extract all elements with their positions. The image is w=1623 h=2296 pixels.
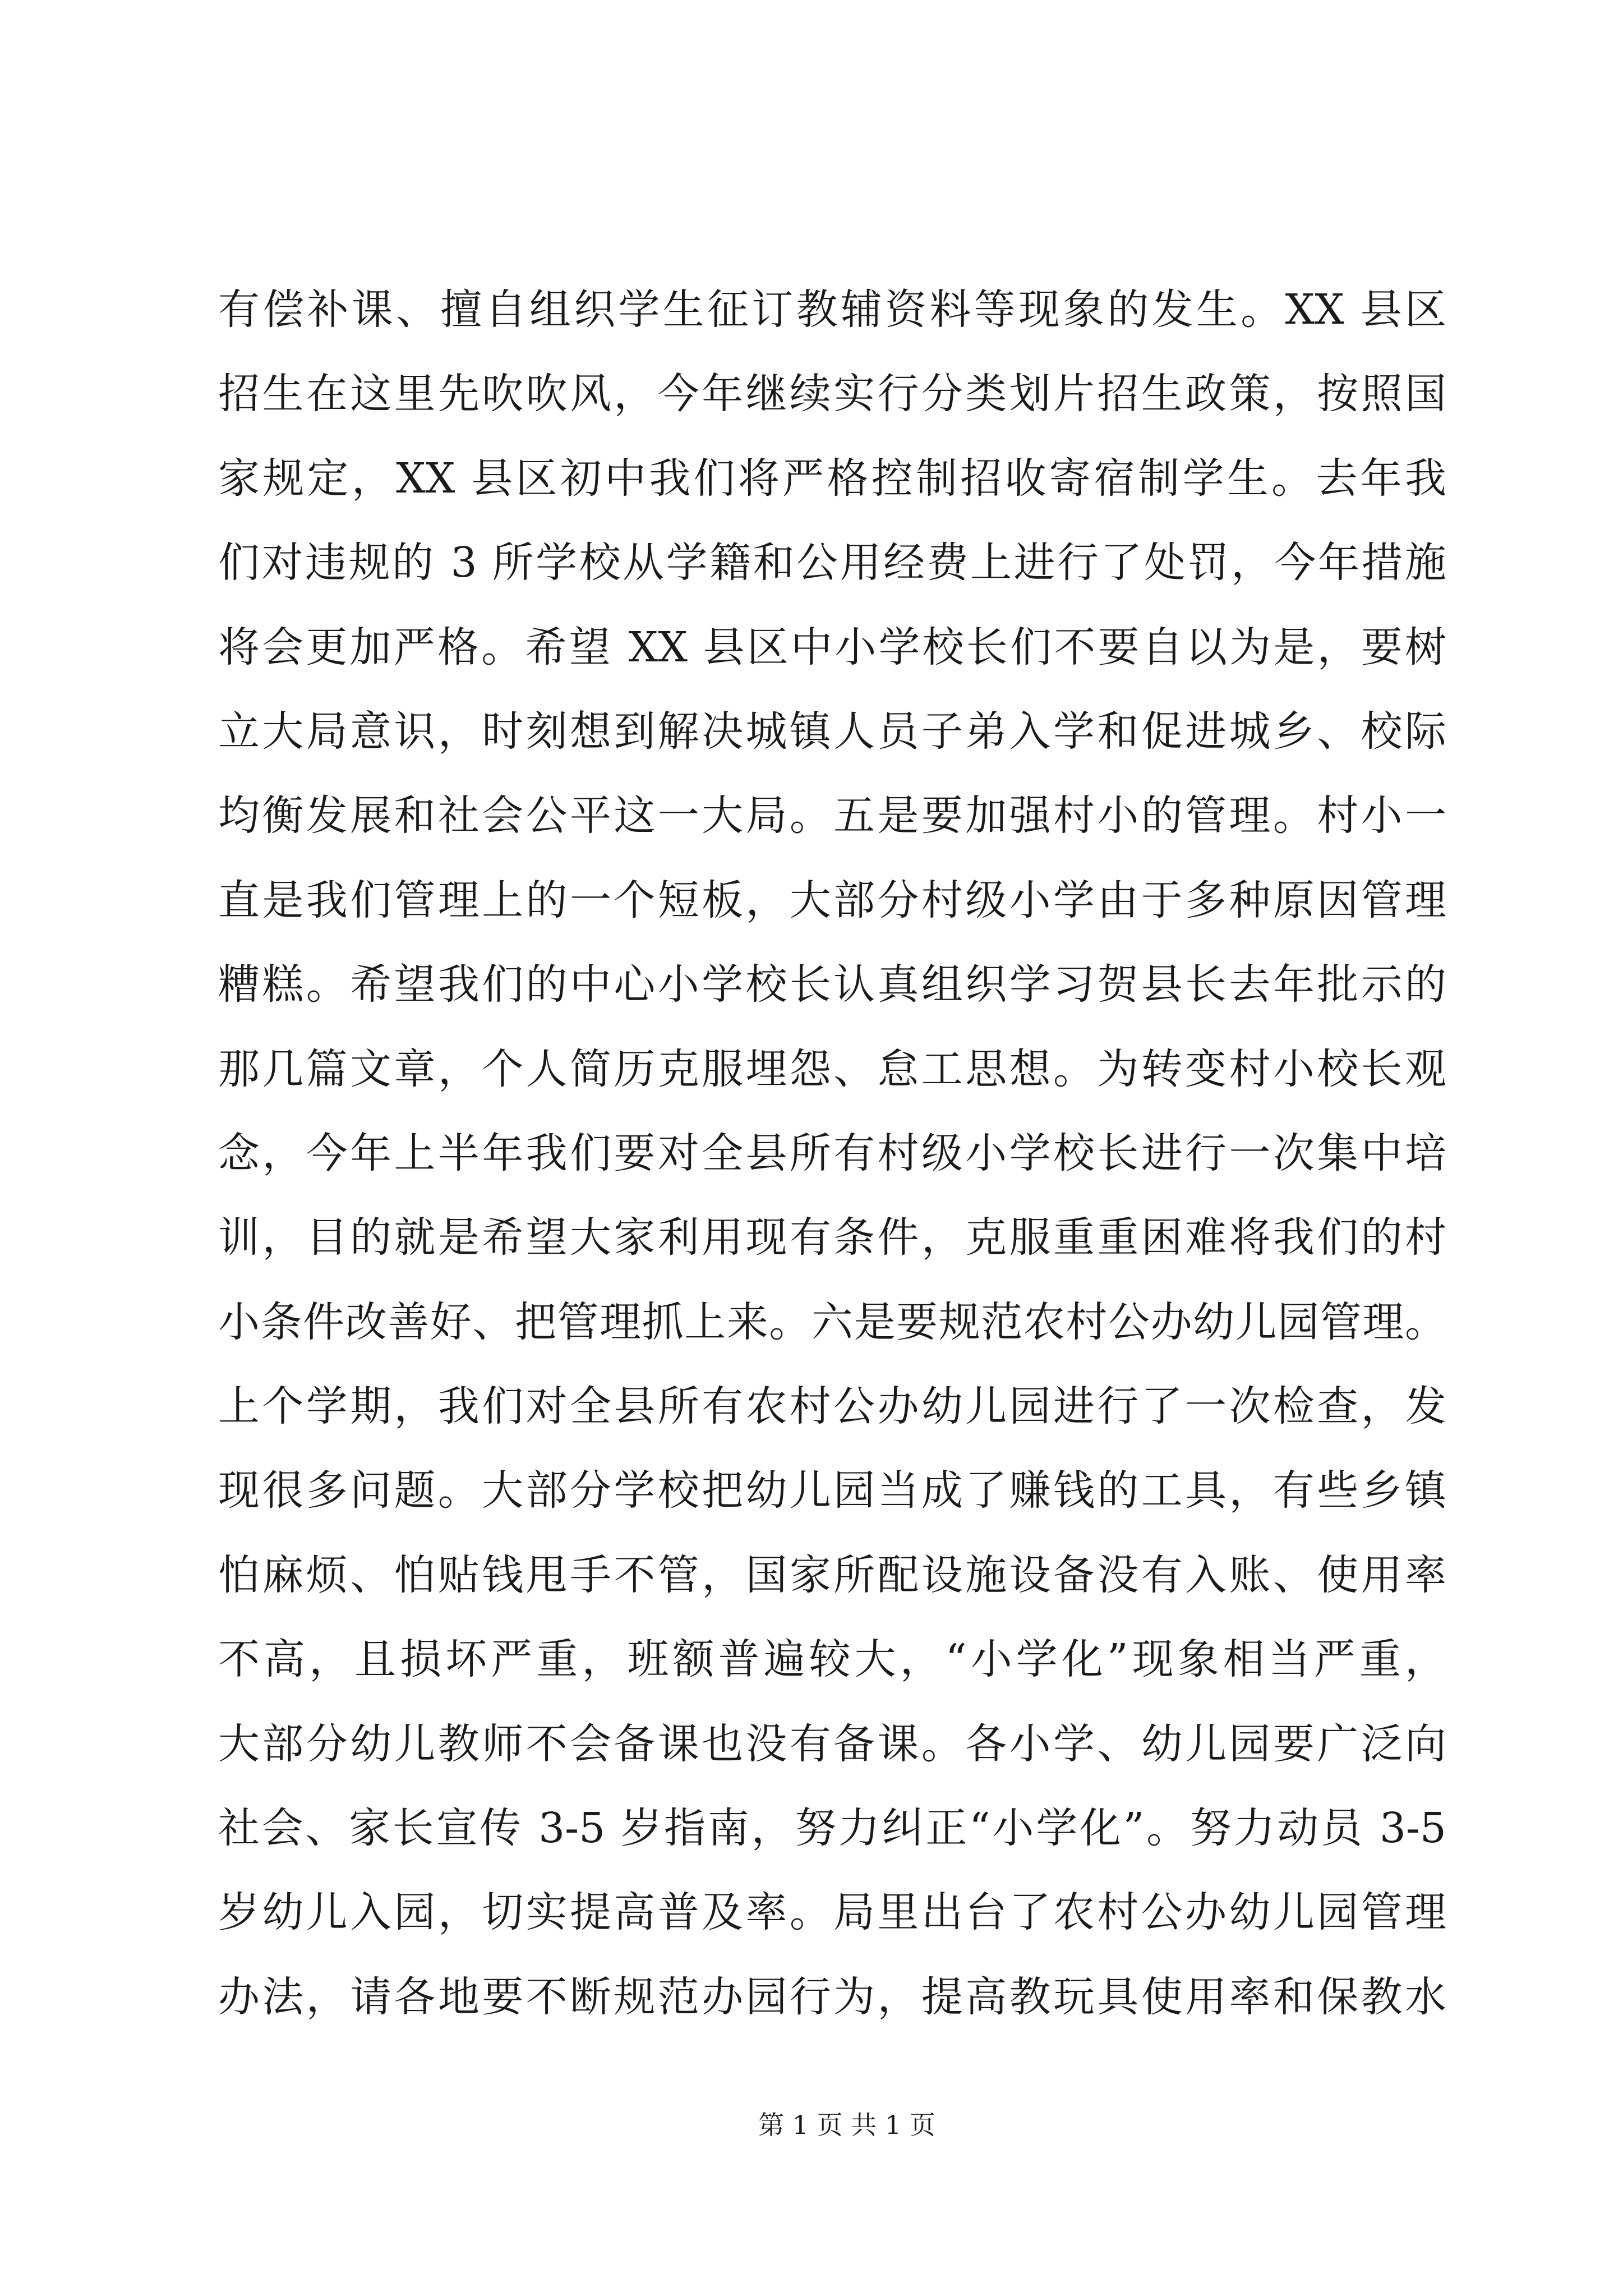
body-text-line: 岁幼儿入园，切实提高普及率。局里出台了农村公办幼儿园管理 (218, 1888, 1446, 1937)
body-text-line: 现很多问题。大部分学校把幼儿园当成了赚钱的工具，有些乡镇 (218, 1466, 1446, 1515)
body-text-line: 糟糕。希望我们的中心小学校长认真组织学习贺县长去年批示的 (218, 960, 1446, 1009)
body-text-line: 招生在这里先吹吹风，今年继续实行分类划片招生政策，按照国 (218, 370, 1446, 418)
body-text-line: 那几篇文章，个人简历克服埋怨、怠工思想。为转变村小校长观 (218, 1045, 1446, 1093)
body-text-line: 小条件改善好、把管理抓上来。六是要规范农村公办幼儿园管理。 (218, 1297, 1446, 1346)
page-footer: 第 1 页 共 1 页 (758, 2110, 935, 2140)
body-text-line: 有偿补课、擅自组织学生征订教辅资料等现象的发生。XX 县区 (218, 286, 1446, 334)
body-text-line: 立大局意识，时刻想到解决城镇人员子弟入学和促进城乡、校际 (218, 707, 1446, 756)
body-text-line: 大部分幼儿教师不会备课也没有备课。各小学、幼儿园要广泛向 (218, 1719, 1446, 1768)
body-text-line: 社会、家长宣传 3-5 岁指南，努力纠正“小学化”。努力动员 3-5 (218, 1804, 1446, 1853)
body-text-line: 直是我们管理上的一个短板，大部分村级小学由于多种原因管理 (218, 876, 1446, 924)
body-text-line: 办法，请各地要不断规范办园行为，提高教玩具使用率和保教水 (218, 1972, 1446, 2021)
body-text-line: 均衡发展和社会公平这一大局。五是要加强村小的管理。村小一 (218, 792, 1446, 840)
body-text-line: 怕麻烦、怕贴钱甩手不管，国家所配设施设备没有入账、使用率 (218, 1550, 1446, 1599)
body-text-line: 将会更加严格。希望 XX 县区中小学校长们不要自以为是，要树 (218, 623, 1446, 671)
body-text-line: 念，今年上半年我们要对全县所有村级小学校长进行一次集中培 (218, 1129, 1446, 1177)
body-text-line: 上个学期，我们对全县所有农村公办幼儿园进行了一次检查，发 (218, 1382, 1446, 1431)
body-text-line: 家规定，XX 县区初中我们将严格控制招收寄宿制学生。去年我 (218, 454, 1446, 503)
body-text-line: 不高，且损坏严重，班额普遍较大，“小学化”现象相当严重， (218, 1635, 1446, 1684)
body-text-line: 训，目的就是希望大家利用现有条件，克服重重困难将我们的村 (218, 1213, 1446, 1262)
body-text (218, 268, 1446, 2039)
body-text-line: 们对违规的 3 所学校从学籍和公用经费上进行了处罚，今年措施 (218, 539, 1446, 587)
